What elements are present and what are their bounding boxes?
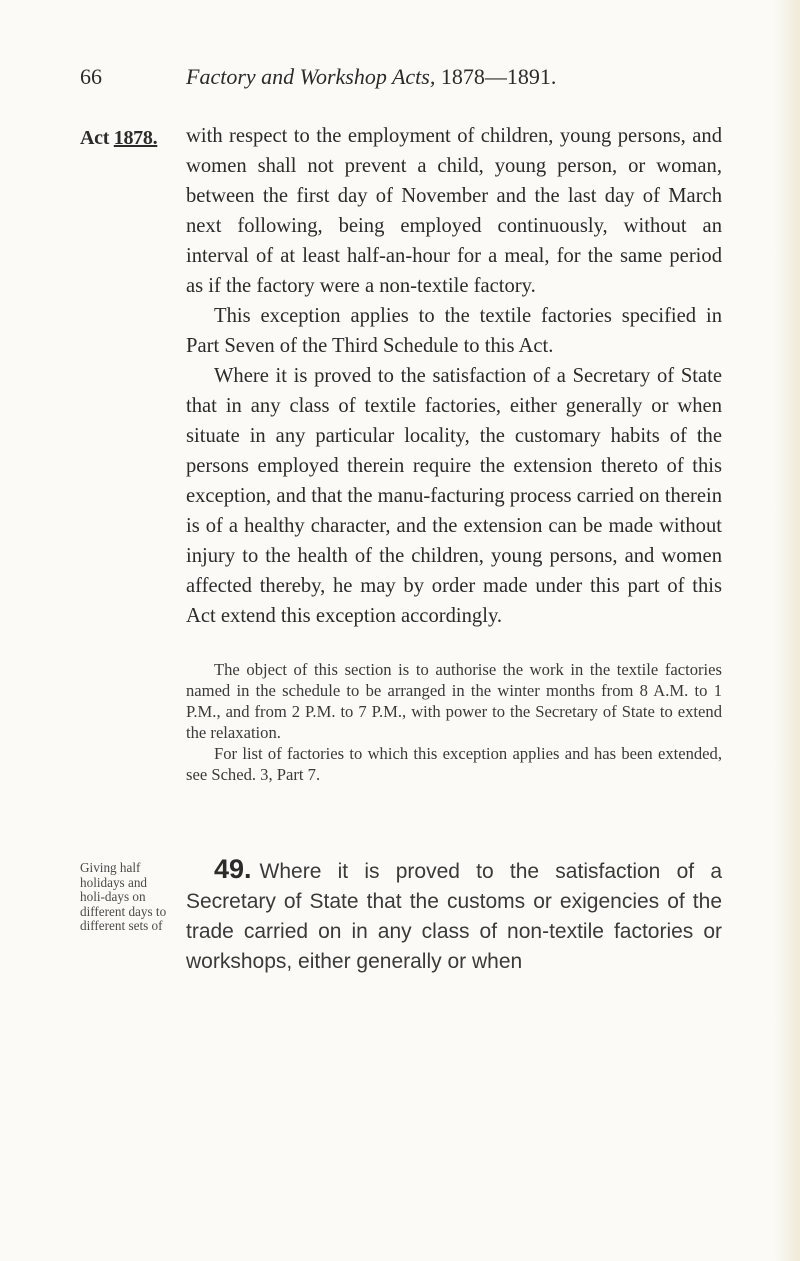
body-paragraph-2: This exception applies to the textile factories specified in Part Seven of the Third Schedule to this Act. (186, 305, 722, 357)
section-number: 49. (214, 854, 252, 884)
running-title-italic: Factory and Workshop Acts, (186, 64, 436, 89)
body-text (186, 121, 722, 631)
note-paragraph-2: For list of factories to which this exception applies and has been extended, see Sched. 3, Part 7. (186, 744, 722, 784)
running-title-years: 1878—1891. (435, 64, 557, 89)
running-title (186, 64, 556, 90)
body-paragraph-3: Where it is proved to the satisfaction of a Secretary of State that in any class of textile factories, either generally or when situate in any particular locality, the customary habits of the persons employed therein require the extension thereto of this exception, and that the manu-facturing process carried on therein is of a healthy character, and the extension can be made without injury to the health of the children, young persons, and women affected thereby, he may by order made under this part of this Act extend this exception accordingly. (186, 365, 722, 627)
body-paragraph-1: with respect to the employment of children, young persons, and women shall not prevent a child, young person, or woman, between the first day of November and the last day of March next following, being employed continuously, without an interval of at least half-an-hour for a meal, for the same period as if the factory were a non-textile factory. (186, 125, 722, 297)
page-header (80, 64, 720, 100)
page-edge-shadow (774, 0, 800, 1261)
act-margin-label (80, 127, 157, 150)
marginal-sidenote: Giving half holidays and holi-days on different days to different sets of (80, 860, 167, 934)
section-49 (186, 854, 722, 977)
editorial-notes (186, 659, 722, 785)
page-number: 66 (80, 64, 102, 89)
act-label-word: Act (80, 127, 114, 149)
act-label-year: 1878. (113, 127, 158, 149)
section-49-paragraph (186, 854, 722, 977)
section-49-text: Where it is proved to the satisfaction of a Secretary of State that the customs or exigencies of the trade carried on in any class of non-textile factories or workshops, either generally or when (186, 860, 722, 973)
note-paragraph-1: The object of this section is to authorise the work in the textile factories named in the schedule to be arranged in the winter months from 8 A.M. to 1 P.M., and from 2 P.M. to 7 P.M., with power to the Secretary of State to extend the relaxation. (186, 660, 722, 742)
